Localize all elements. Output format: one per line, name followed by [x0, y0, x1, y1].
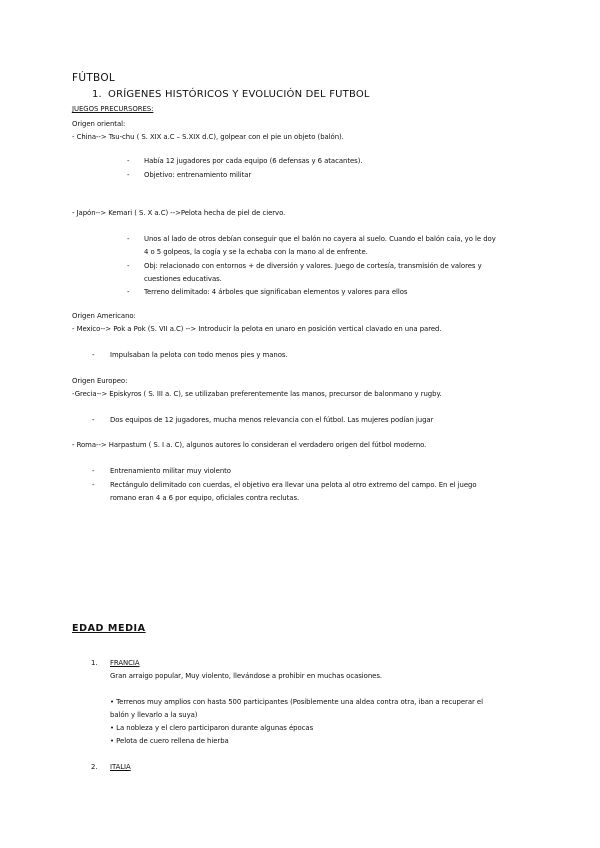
francia-heading: FRANCIA: [110, 659, 140, 667]
china-item-1: Había 12 jugadores por cada equipo (6 defensas y 6 atacantes).: [144, 157, 363, 165]
bullet-dash: -: [92, 481, 95, 489]
francia-bullet-1a: • Terrenos muy amplios con hasta 500 participantes (Posiblemente una aldea contra otra, iban a recuperar el: [110, 698, 483, 706]
list-number: 1.: [91, 659, 98, 667]
roma-item-2b: romano eran 4 a 6 por equipo, oficiales contra reclutas.: [110, 494, 300, 502]
japon-item-1b: 4 o 5 golpeos, la cogía y se la echaba con la mano al de enfrente.: [144, 248, 368, 256]
subheading-juegos-precursores: JUEGOS PRECURSORES:: [72, 105, 154, 113]
bullet-dash: -: [127, 157, 130, 165]
japon-line: - Japón--> Kemari ( S. X a.C) -->Pelota hecha de piel de ciervo.: [72, 209, 286, 217]
mexico-line: - Mexico--> Pok a Pok (S. VII a.C) --> Introducir la pelota en unaro en posición vertical clavado en una pared.: [72, 325, 442, 333]
bullet-dash: -: [92, 416, 95, 424]
grecia-line: -Grecia--> Episkyros ( S. III a. C), se utilizaban preferentemente las manos, precursor de balonmano y rugby.: [72, 390, 442, 398]
francia-desc: Gran arraigo popular, Muy violento, llevándose a prohibir en muchas ocasiones.: [110, 672, 383, 680]
bullet-dash: -: [127, 171, 130, 179]
japon-item-2a: Obj: relacionado con entornos + de diversión y valores. Juego de cortesía, transmisión de valores y: [144, 262, 482, 270]
japon-item-1a: Unos al lado de otros debían conseguir que el balón no cayera al suelo. Cuando el balón caía, yo le doy: [144, 235, 496, 243]
bullet-dash: -: [127, 288, 130, 296]
section-number: 1.: [92, 89, 102, 100]
bullet-dash: -: [127, 235, 130, 243]
italia-heading: ITALIA: [110, 763, 131, 771]
roma-item-1: Entrenamiento militar muy violento: [110, 467, 231, 475]
list-number: 2.: [91, 763, 98, 771]
grecia-item-1: Dos equipos de 12 jugadores, mucha menos relevancia con el fútbol. Las mujeres podían jugar: [110, 416, 434, 424]
edad-media-heading: EDAD MEDIA: [72, 623, 146, 634]
japon-item-2b: cuestiones educativas.: [144, 275, 222, 283]
section-heading: ORÍGENES HISTÓRICOS Y EVOLUCIÓN DEL FUTBOL: [108, 89, 370, 100]
japon-item-3: Terreno delimitado: 4 árboles que significaban elementos y valores para ellos: [144, 288, 408, 296]
document-title: FÚTBOL: [72, 72, 116, 84]
origin-oriental-label: Origen oriental:: [72, 120, 126, 128]
francia-bullet-2: • La nobleza y el clero participaron durante algunas épocas: [110, 724, 314, 732]
origin-americano-label: Origen Americano:: [72, 312, 136, 320]
china-line: - China--> Tsu-chu ( S. XIX a.C – S.XIX d.C), golpear con el pie un objeto (balón).: [72, 133, 344, 141]
francia-bullet-3: • Pelota de cuero rellena de hierba: [110, 737, 229, 745]
bullet-dash: -: [92, 351, 95, 359]
roma-line: - Roma--> Harpastum ( S. I a. C), algunos autores lo consideran el verdadero origen del fútbol moderno.: [72, 441, 427, 449]
bullet-dash: -: [92, 467, 95, 475]
roma-item-2a: Rectángulo delimitado con cuerdas, el objetivo era llevar una pelota al otro extremo del campo. En el juego: [110, 481, 477, 489]
origin-europeo-label: Origen Europeo:: [72, 377, 128, 385]
mexico-item-1: Impulsaban la pelota con todo menos pies y manos.: [110, 351, 288, 359]
china-item-2: Objetivo: entrenamiento militar: [144, 171, 252, 179]
francia-bullet-1b: balón y llevarlo a la suya): [110, 711, 198, 719]
bullet-dash: -: [127, 262, 130, 270]
